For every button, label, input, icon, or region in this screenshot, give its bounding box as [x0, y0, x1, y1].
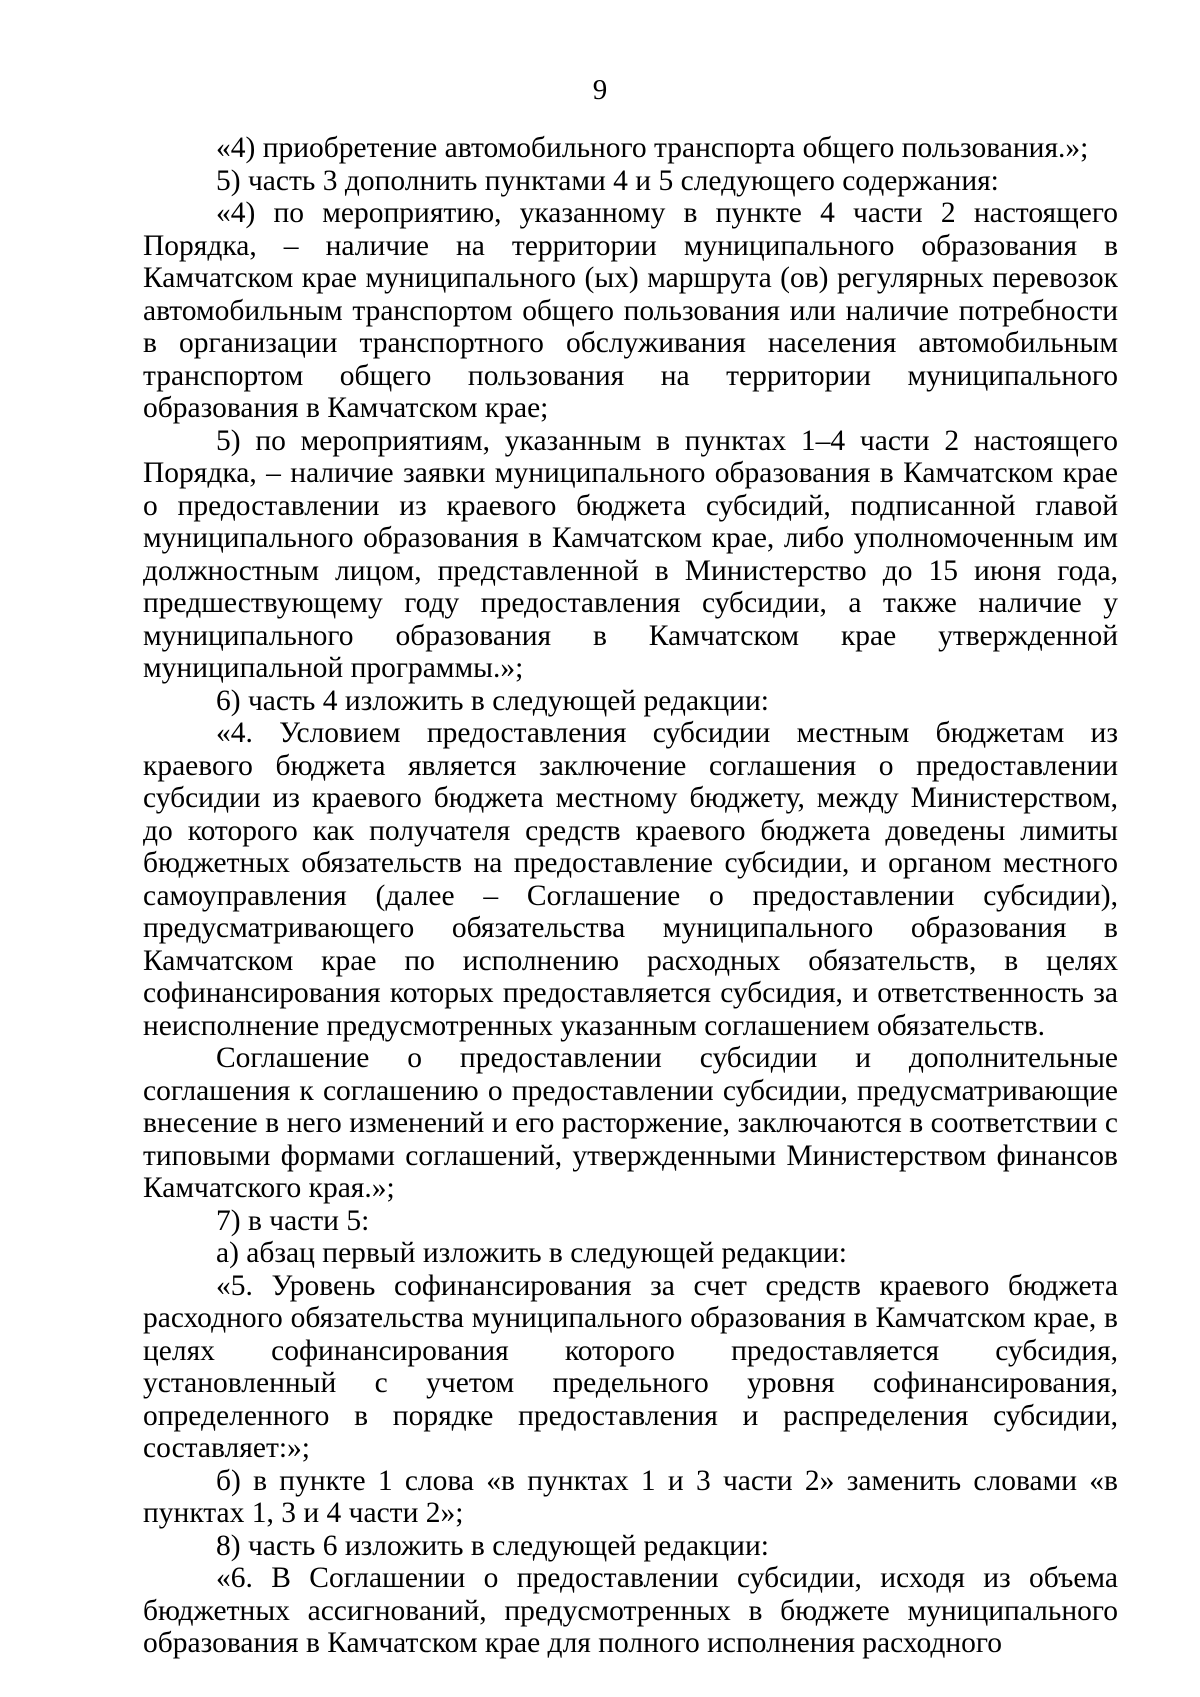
paragraph: 6) часть 4 изложить в следующей редакции:	[216, 684, 769, 717]
paragraph: 8) часть 6 изложить в следующей редакции:	[216, 1529, 769, 1562]
document-body	[143, 132, 1118, 1660]
paragraph: «4. Условием предоставления субсидии местным бюджетам из краевого бюджета является заключение соглашения о предоставлении субсидии из краевого бюджета местному бюджету, между Министерством, до которого как получателя средств краевого бюджета доведены лимиты бюджетных обязательств на предоставление субсидии, и органом местного самоуправления (далее – Соглашение о предоставлении субсидии), предусматривающего обязательства муниципального образования в Камчатском крае по исполнению расходных обязательств, в целях софинансирования которых предоставляется субсидия, и ответственность за неисполнение предусмотренных указанным соглашением обязательств.	[143, 717, 1118, 1042]
paragraph: а) абзац первый изложить в следующей редакции:	[216, 1237, 847, 1269]
page-number: 9	[592, 74, 608, 106]
paragraph: «6. В Соглашении о предоставлении субсидии, исходя из объема бюджетных ассигнований, предусмотренных в бюджете муниципального образования в Камчатском крае для полного исполнения расходного	[143, 1562, 1118, 1659]
paragraph: 5) по мероприятиям, указанным в пунктах 1–4 части 2 настоящего Порядка, – наличие заявки муниципального образования в Камчатском крае о предоставлении из краевого бюджета субсидий, подписанной главой муниципального образования в Камчатском крае, либо уполномоченным им должностным лицом, представленной в Министерство до 15 июня года, предшествующему году предоставления субсидии, а также наличие у муниципального образования в Камчатском крае утвержденной муниципальной программы.»;	[143, 424, 1118, 684]
paragraph: «4) по мероприятию, указанному в пункте 4 части 2 настоящего Порядка, – наличие на территории муниципального образования в Камчатском крае муниципального (ых) маршрута (ов) регулярных перевозок автомобильным транспортом общего пользования или наличие потребности в организации транспортного обслуживания населения автомобильным транспортом общего пользования на территории муниципального образования в Камчатском крае;	[143, 197, 1118, 424]
paragraph: б) в пункте 1 слова «в пунктах 1 и 3 части 2» заменить словами «в пунктах 1, 3 и 4 части 2»;	[143, 1464, 1118, 1529]
paragraph: «4) приобретение автомобильного транспорта общего пользования.»;	[216, 132, 1089, 164]
paragraph: Соглашение о предоставлении субсидии и дополнительные соглашения к соглашению о предоставлении субсидии, предусматривающие внесение в него изменений и его расторжение, заключаются в соответствии с типовыми формами соглашений, утвержденными Министерством финансов Камчатского края.»;	[143, 1042, 1118, 1204]
paragraph: 7) в части 5:	[216, 1204, 370, 1237]
paragraph: 5) часть 3 дополнить пунктами 4 и 5 следующего содержания:	[216, 164, 999, 197]
paragraph: «5. Уровень софинансирования за счет средств краевого бюджета расходного обязательства муниципального образования в Камчатском крае, в целях софинансирования которого предоставляется субсидия, установленный с учетом предельного уровня софинансирования, определенного в порядке предоставления и распределения субсидии, составляет:»;	[143, 1269, 1118, 1464]
